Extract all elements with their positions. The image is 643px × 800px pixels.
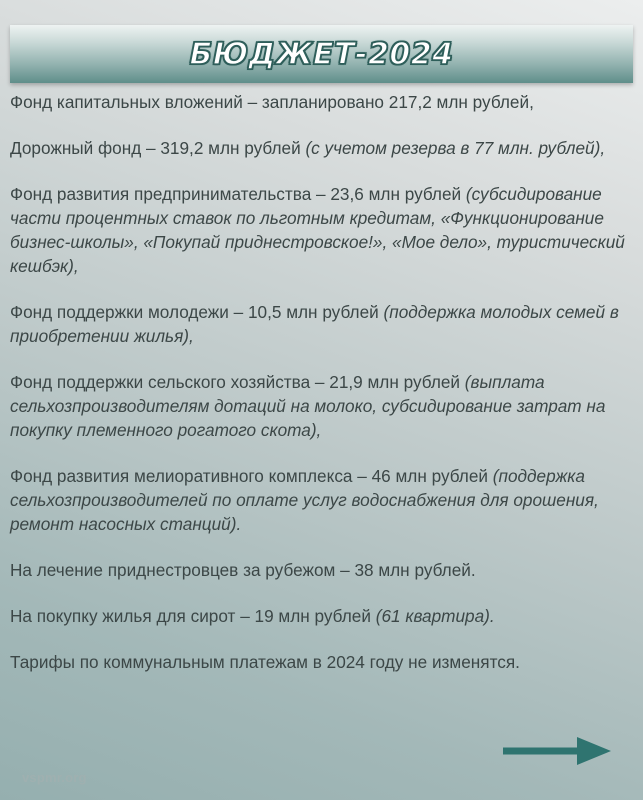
- item-note-text: (субсидирование части процентных ставок по льготным кредитам, «Функционирование бизнес-школы», «Покупай приднестровское!», «Мое дело», туристический кешбэк),: [10, 184, 625, 276]
- item-main-text: Фонд развития предпринимательства – 23,6 млн рублей: [10, 184, 466, 204]
- item-main-text: Фонд поддержки молодежи – 10,5 млн рублей: [10, 302, 384, 322]
- item-note-text: (поддержка молодых семей в приобретении жилья),: [10, 302, 619, 346]
- budget-item-treatment-abroad: [10, 558, 635, 582]
- item-main-text: На лечение приднестровцев за рубежом – 38 млн рублей.: [10, 560, 476, 580]
- item-main-text: Фонд поддержки сельского хозяйства – 21,9 млн рублей: [10, 372, 465, 392]
- title-banner: [10, 25, 633, 83]
- budget-item-orphan-housing: [10, 604, 635, 628]
- budget-item-youth-fund: [10, 300, 635, 348]
- watermark: vspmr.org: [22, 770, 87, 785]
- page-title: БЮДЖЕТ-2024: [189, 36, 454, 72]
- item-note-text: (выплата сельхозпроизводителям дотаций на молоко, субсидирование затрат на покупку племенного рогатого скота),: [10, 372, 606, 440]
- budget-item-utility-tariffs: [10, 650, 635, 674]
- budget-item-entrepreneurship-fund: [10, 182, 635, 278]
- arrow-right-icon: [503, 737, 611, 765]
- item-note-text: (с учетом резерва в 77 млн. рублей),: [305, 138, 606, 158]
- budget-item-melioration-fund: [10, 464, 635, 536]
- budget-item-agriculture-fund: [10, 370, 635, 442]
- item-main-text: На покупку жилья для сирот – 19 млн рублей: [10, 606, 376, 626]
- budget-item-capital-fund: [10, 90, 635, 114]
- budget-item-road-fund: [10, 136, 635, 160]
- item-main-text: Фонд капитальных вложений – запланировано 217,2 млн рублей,: [10, 92, 534, 112]
- item-main-text: Фонд развития мелиоративного комплекса – 46 млн рублей: [10, 466, 493, 486]
- budget-list: [10, 90, 635, 696]
- item-main-text: Дорожный фонд – 319,2 млн рублей: [10, 138, 306, 158]
- item-note-text: (61 квартира).: [375, 606, 495, 626]
- next-arrow-button[interactable]: [503, 737, 611, 765]
- item-main-text: Тарифы по коммунальным платежам в 2024 году не изменятся.: [10, 652, 520, 672]
- item-note-text: (поддержка сельхозпроизводителей по оплате услуг водоснабжения для орошения, ремонт насосных станций).: [10, 466, 599, 534]
